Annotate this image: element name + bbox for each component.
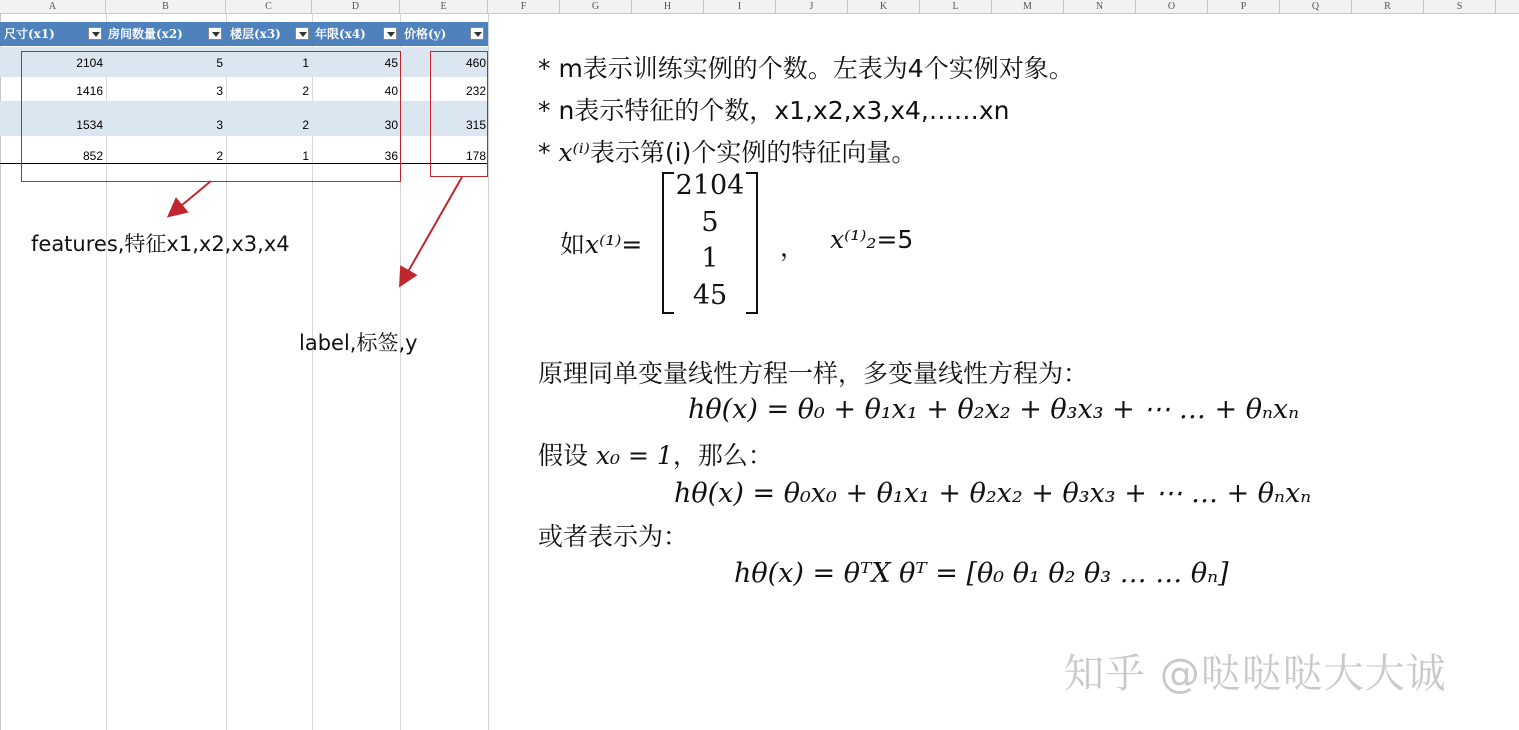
table-cell[interactable]: 2 — [216, 149, 223, 163]
comma-separator: ， — [780, 233, 806, 262]
table-cell[interactable]: 30 — [384, 118, 398, 132]
matrix-value: 2104 — [675, 170, 745, 201]
header-label: 价格(y) — [404, 27, 447, 41]
principle-text: 原理同单变量线性方程一样，多变量线性方程为： — [538, 359, 1089, 388]
bullet: * — [538, 138, 559, 167]
table-cell[interactable]: 2104 — [76, 56, 103, 70]
column-header-q[interactable]: Q — [1280, 0, 1352, 13]
column-header-h[interactable]: H — [632, 0, 704, 13]
equation-hypothesis-1: hθ(x) = θ₀ + θ₁x₁ + θ₂x₂ + θ₃x₃ + ⋯ … + θₙxₙ — [688, 394, 1300, 425]
note-line-xi — [538, 133, 916, 169]
column-header-a[interactable]: A — [0, 0, 106, 13]
table-cell[interactable]: 2 — [302, 84, 309, 98]
column-header-c[interactable]: C — [226, 0, 312, 13]
math-x-1: x⁽¹⁾ — [585, 230, 622, 259]
watermark: 知乎 @哒哒哒大大诚 — [1064, 651, 1447, 697]
example-label — [560, 225, 642, 261]
second-example — [830, 225, 913, 254]
equation-hypothesis-2: hθ(x) = θ₀x₀ + θ₁x₁ + θ₂x₂ + θ₃x₃ + ⋯ … + θₙxₙ — [674, 478, 1312, 509]
table-cell[interactable]: 45 — [384, 56, 398, 70]
table-cell[interactable]: 2 — [302, 118, 309, 132]
math-x0-eq-1: x₀ = 1 — [595, 441, 673, 470]
or-text: 或者表示为： — [538, 522, 689, 551]
header-label: 年限(x4) — [315, 27, 366, 41]
table-cell[interactable]: 3 — [216, 118, 223, 132]
column-header-e[interactable]: E — [400, 0, 488, 13]
header-label: 房间数量(x2) — [108, 27, 183, 41]
column-header-d[interactable]: D — [312, 0, 400, 13]
column-header-k[interactable]: K — [848, 0, 920, 13]
table-cell[interactable]: 1534 — [76, 118, 103, 132]
note-text: 表示第(i)个实例的特征向量。 — [589, 138, 917, 167]
table-cell[interactable]: 36 — [384, 149, 398, 163]
table-cell[interactable]: 852 — [82, 149, 103, 163]
table-cell[interactable]: 1416 — [76, 84, 103, 98]
column-header-s[interactable]: S — [1424, 0, 1496, 13]
math-x-i: x⁽ⁱ⁾ — [558, 138, 590, 167]
header-label: 楼层(x3) — [230, 27, 281, 41]
column-header-m[interactable]: M — [992, 0, 1064, 13]
table-cell[interactable]: 5 — [216, 56, 223, 70]
column-header-l[interactable]: L — [920, 0, 992, 13]
table-cell[interactable]: 178 — [465, 149, 486, 163]
example-prefix: 如 — [560, 230, 586, 259]
column-header-j[interactable]: J — [776, 0, 848, 13]
features-arrow-icon — [170, 181, 211, 215]
matrix-value: 1 — [701, 243, 719, 274]
equation-vector-form: hθ(x) = θᵀX θᵀ = [θ₀ θ₁ θ₂ θ₃ … … θₙ] — [734, 558, 1229, 589]
table-cell[interactable]: 315 — [465, 118, 486, 132]
column-header-n[interactable]: N — [1064, 0, 1136, 13]
features-annotation: features,特征x1,x2,x3,x4 — [31, 232, 290, 256]
table-cell[interactable]: 1 — [302, 56, 309, 70]
column-header-o[interactable]: O — [1136, 0, 1208, 13]
column-header-p[interactable]: P — [1208, 0, 1280, 13]
feature-vector-matrix — [662, 172, 758, 312]
header-label: 尺寸(x1) — [4, 27, 55, 41]
table-cell[interactable]: 460 — [465, 56, 486, 70]
matrix-value: 45 — [692, 280, 728, 311]
equals-sign: = — [621, 230, 643, 259]
equals-five: =5 — [876, 225, 914, 254]
math-x-1-2: x⁽¹⁾₂ — [830, 225, 877, 254]
column-header-f[interactable]: F — [488, 0, 560, 13]
matrix-value: 5 — [701, 207, 719, 238]
note-line-m: * m表示训练实例的个数。左表为4个实例对象。 — [538, 54, 1074, 83]
assume-text — [538, 436, 773, 472]
table-cell[interactable]: 232 — [465, 84, 486, 98]
table-cell[interactable]: 40 — [384, 84, 398, 98]
column-header-r[interactable]: R — [1352, 0, 1424, 13]
label-annotation: label,标签,y — [299, 331, 418, 355]
assume-prefix: 假设 — [538, 441, 596, 470]
column-header-b[interactable]: B — [106, 0, 226, 13]
column-header-g[interactable]: G — [560, 0, 632, 13]
table-cell[interactable]: 1 — [302, 149, 309, 163]
table-cell[interactable]: 3 — [216, 84, 223, 98]
assume-suffix: ，那么： — [672, 441, 773, 470]
column-header-i[interactable]: I — [704, 0, 776, 13]
note-line-n: * n表示特征的个数，x1,x2,x3,x4,……xn — [538, 96, 1010, 125]
label-arrow-icon — [401, 177, 462, 284]
